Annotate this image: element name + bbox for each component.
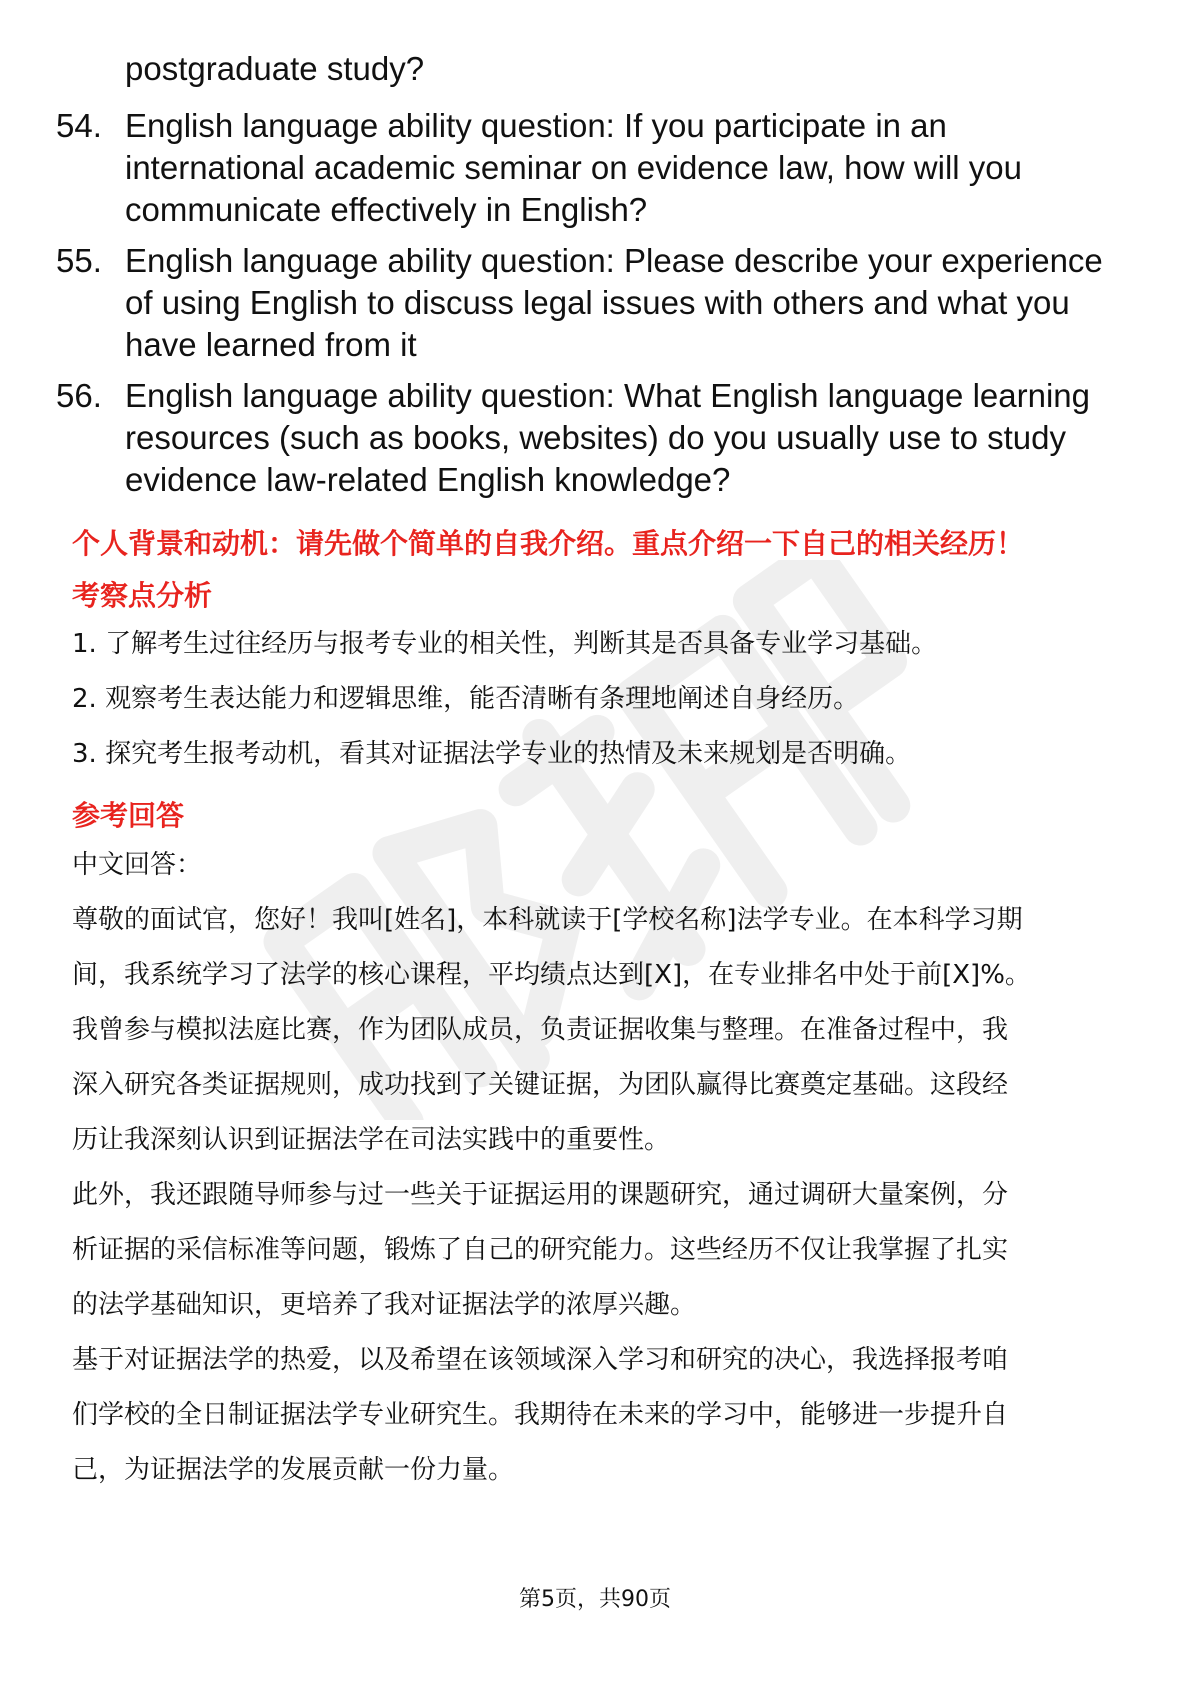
answer-title: 参考回答 bbox=[72, 799, 185, 832]
question-53-continuation: postgraduate study? bbox=[125, 50, 425, 87]
answer-label: 中文回答： bbox=[72, 850, 203, 880]
analysis-point-2: 2. 观察考生表达能力和逻辑思维，能否清晰有条理地阐述自身经历。 bbox=[72, 684, 860, 714]
answer-line: 深入研究各类证据规则，成功找到了关键证据，为团队赢得比赛奠定基础。这段经 bbox=[72, 1070, 1009, 1100]
analysis-point-1: 1. 了解考生过往经历与报考专业的相关性，判断其是否具备专业学习基础。 bbox=[72, 629, 938, 659]
question-54 bbox=[56, 105, 1136, 231]
answer-line: 尊敬的面试官，您好！我叫[姓名]，本科就读于[学校名称]法学专业。在本科学习期 bbox=[72, 905, 1023, 935]
answer-line: 基于对证据法学的热爱，以及希望在该领域深入学习和研究的决心，我选择报考咱 bbox=[72, 1345, 1009, 1375]
answer-line: 历让我深刻认识到证据法学在司法实践中的重要性。 bbox=[72, 1125, 671, 1155]
page-number: 第5页，共90页 bbox=[519, 1587, 671, 1612]
question-55 bbox=[56, 240, 1136, 366]
answer-line: 此外，我还跟随导师参与过一些关于证据运用的课题研究，通过调研大量案例，分 bbox=[72, 1180, 1009, 1210]
answer-line: 我曾参与模拟法庭比赛，作为团队成员，负责证据收集与整理。在准备过程中，我 bbox=[72, 1015, 1009, 1045]
analysis-title: 考察点分析 bbox=[72, 579, 213, 612]
question-number: 55. bbox=[56, 242, 102, 279]
section-heading: 个人背景和动机：请先做个简单的自我介绍。重点介绍一下自己的相关经历！ bbox=[72, 527, 1025, 560]
question-text: English language ability question: If you participate in an international academic seminar on evidence law, how will you communicate effectively in English? bbox=[125, 107, 1022, 228]
answer-line: 的法学基础知识，更培养了我对证据法学的浓厚兴趣。 bbox=[72, 1290, 697, 1320]
question-number: 56. bbox=[56, 377, 102, 414]
analysis-point-3: 3. 探究考生报考动机，看其对证据法学专业的热情及未来规划是否明确。 bbox=[72, 739, 912, 769]
answer-line: 己，为证据法学的发展贡献一份力量。 bbox=[72, 1455, 515, 1485]
question-number: 54. bbox=[56, 107, 102, 144]
question-text: English language ability question: Please describe your experience of using English to discuss legal issues with others and what you have learned from it bbox=[125, 242, 1103, 363]
answer-line: 析证据的采信标准等问题，锻炼了自己的研究能力。这些经历不仅让我掌握了扎实 bbox=[72, 1235, 1009, 1265]
answer-line: 间，我系统学习了法学的核心课程，平均绩点达到[X]，在专业排名中处于前[X]%。 bbox=[72, 960, 1031, 990]
question-56 bbox=[56, 375, 1136, 501]
question-text: English language ability question: What English language learning resources (such as books, websites) do you usually use to study evidence law-related English knowledge? bbox=[125, 377, 1090, 498]
answer-line: 们学校的全日制证据法学专业研究生。我期待在未来的学习中，能够进一步提升自 bbox=[72, 1400, 1009, 1430]
